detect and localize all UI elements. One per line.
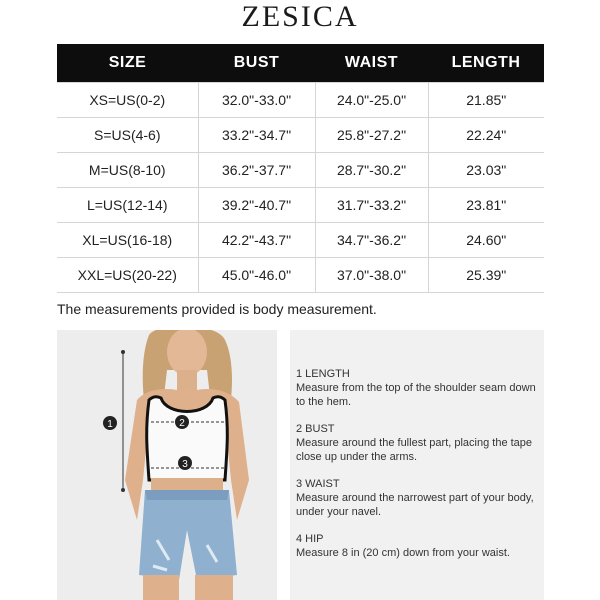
col-header-size: SIZE <box>57 44 198 83</box>
svg-text:3: 3 <box>182 459 188 470</box>
cell-waist: 24.0"-25.0" <box>315 83 428 118</box>
col-header-waist: WAIST <box>315 44 428 83</box>
length-desc: Measure from the top of the shoulder seam down to the hem. <box>296 382 536 408</box>
cell-waist: 25.8"-27.2" <box>315 118 428 153</box>
cell-size: XS=US(0-2) <box>57 83 198 118</box>
cell-waist: 28.7"-30.2" <box>315 153 428 188</box>
waist-guide <box>296 477 541 519</box>
col-header-bust: BUST <box>198 44 315 83</box>
cell-waist: 34.7"-36.2" <box>315 223 428 258</box>
hip-guide <box>296 532 541 560</box>
bust-guide <box>296 422 541 464</box>
cell-length: 23.03" <box>428 153 544 188</box>
waist-title: 3 WAIST <box>296 478 340 490</box>
cell-size: L=US(12-14) <box>57 188 198 223</box>
table-row <box>57 258 544 293</box>
model-photo <box>57 330 277 600</box>
svg-text:2: 2 <box>179 418 185 429</box>
table-row <box>57 83 544 118</box>
marker-length <box>103 416 117 430</box>
col-header-length: LENGTH <box>428 44 544 83</box>
cell-bust: 32.0"-33.0" <box>198 83 315 118</box>
waist-desc: Measure around the narrowest part of your body, under your navel. <box>296 492 534 518</box>
cell-waist: 31.7"-33.2" <box>315 188 428 223</box>
measurement-guide-panel <box>290 330 544 600</box>
bust-title: 2 BUST <box>296 423 335 435</box>
table-row <box>57 153 544 188</box>
cell-length: 25.39" <box>428 258 544 293</box>
length-title: 1 LENGTH <box>296 368 350 380</box>
svg-text:1: 1 <box>107 419 113 430</box>
cell-bust: 42.2"-43.7" <box>198 223 315 258</box>
cell-length: 24.60" <box>428 223 544 258</box>
size-chart-table <box>57 44 544 293</box>
cell-size: M=US(8-10) <box>57 153 198 188</box>
table-row <box>57 188 544 223</box>
cell-size: XL=US(16-18) <box>57 223 198 258</box>
cell-length: 22.24" <box>428 118 544 153</box>
table-row <box>57 118 544 153</box>
cell-length: 21.85" <box>428 83 544 118</box>
cell-size: S=US(4-6) <box>57 118 198 153</box>
cell-waist: 37.0"-38.0" <box>315 258 428 293</box>
cell-bust: 33.2"-34.7" <box>198 118 315 153</box>
cell-bust: 39.2"-40.7" <box>198 188 315 223</box>
hip-desc: Measure 8 in (20 cm) down from your waist. <box>296 547 510 559</box>
cell-bust: 45.0"-46.0" <box>198 258 315 293</box>
cell-length: 23.81" <box>428 188 544 223</box>
measurement-note: The measurements provided is body measurement. <box>57 301 377 317</box>
table-row <box>57 223 544 258</box>
bust-desc: Measure around the fullest part, placing the tape close up under the arms. <box>296 437 533 463</box>
brand-logo: ZESICA <box>241 0 359 33</box>
marker-waist <box>178 456 192 470</box>
marker-bust <box>175 415 189 429</box>
table-header-row <box>57 44 544 83</box>
cell-bust: 36.2"-37.7" <box>198 153 315 188</box>
cell-size: XXL=US(20-22) <box>57 258 198 293</box>
hip-title: 4 HIP <box>296 533 324 545</box>
model-illustration <box>57 330 277 600</box>
length-guide <box>296 367 541 409</box>
